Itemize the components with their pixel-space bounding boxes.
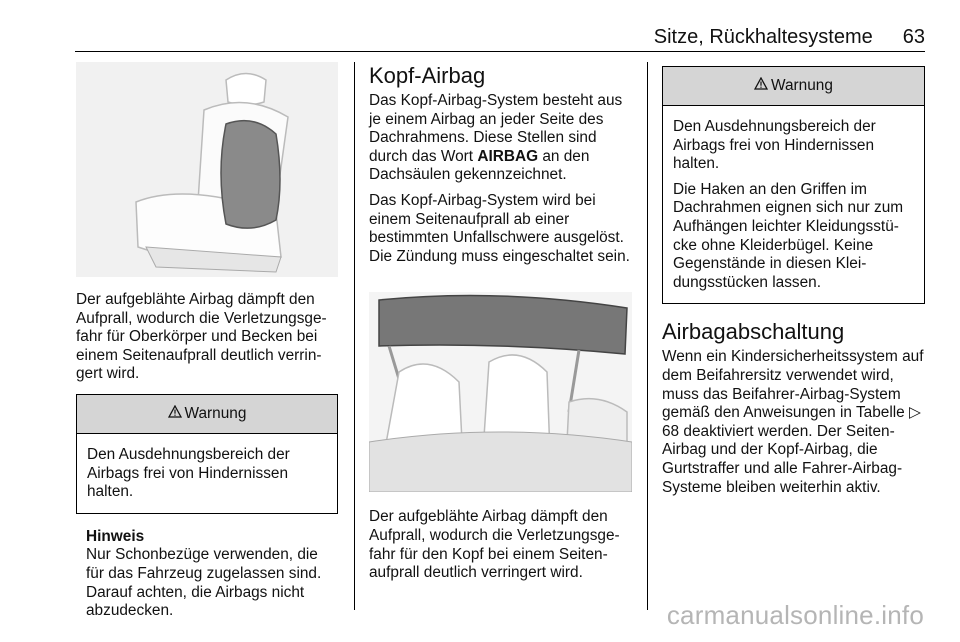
figure-caption-2: Der aufgeblähte Airbag dämpft den Aufprall, wodurch die Verletzungsgefahr für den Kopf bei einem Seitenaufprall deutlich verringert wird.	[369, 508, 620, 582]
head-airbag-svg	[369, 292, 632, 492]
warning-box-1	[76, 394, 338, 514]
page-number: 63	[902, 26, 925, 48]
paragraph-airbagabschaltung	[662, 348, 925, 497]
page-reference-link[interactable]: 68	[662, 422, 680, 440]
paragraph-kopf-airbag-1	[369, 92, 632, 185]
column-divider-2	[647, 62, 648, 610]
warning-body	[77, 434, 337, 513]
head-airbag-illustration	[369, 292, 632, 492]
column-1	[76, 62, 338, 621]
warning-box-2	[662, 66, 925, 304]
warning-body	[663, 106, 924, 303]
column-3	[662, 62, 925, 504]
para-text: deaktiviert werden. Der Seiten-Airbag und der Kopf-Airbag, die Gurtstraffer und alle Fahrer-Airbag-Systeme bleiben weiterhin aktiv.	[662, 422, 903, 496]
warning-heading: Warnung	[184, 404, 247, 422]
warning-heading: Warnung	[771, 76, 833, 94]
warning-triangle-icon	[754, 77, 768, 96]
warning-triangle-icon	[168, 405, 182, 424]
warning-text-1: Den Ausdehnungsbereich der Airbags frei von Hindernissen halten.	[673, 118, 876, 173]
seat-illustration-svg	[76, 62, 338, 277]
warning-header	[77, 395, 337, 434]
warning-text: Den Ausdehnungsbereich der Airbags frei von Hindernissen halten.	[87, 445, 290, 501]
section-heading-airbagabschaltung: Airbagabschaltung	[662, 319, 845, 345]
figure-caption-1: Der aufgeblähte Airbag dämpft den Aufprall, wodurch die Verletzungsgefahr für Oberkörper und Becken bei einem Seitenaufprall deutlich verringert wird.	[76, 291, 327, 383]
page-header	[75, 26, 925, 49]
header-rule	[75, 51, 925, 52]
note-block	[76, 528, 338, 621]
seat-airbag-illustration	[76, 62, 338, 277]
watermark: carmanualsonline.info	[666, 600, 924, 630]
note-heading: Hinweis	[86, 527, 145, 545]
page-ref-arrow-icon: ▷	[909, 404, 921, 422]
column-divider-1	[354, 62, 355, 610]
warning-header	[663, 67, 924, 106]
section-heading-kopf-airbag: Kopf-Airbag	[369, 63, 486, 88]
para-text: Wenn ein Kindersicherheitssystem auf dem Beifahrersitz verwendet wird, muss das Beifahrer-Airbag-System gemäß den Anweisungen in Tabelle	[662, 348, 924, 422]
note-text: Nur Schonbezüge verwenden, die für das Fahrzeug zugelassen sind. Darauf achten, die Airbags nicht abzudecken.	[86, 546, 322, 620]
warning-text-2: Die Haken an den Griffen im Dachrahmen eignen sich nur zum Aufhängen leichter Kleidungsstücke ohne Kleiderbügel. Keine Gegenstände in diesen Kleidungsstücken lassen.	[673, 180, 904, 291]
airbag-label: AIRBAG	[477, 147, 539, 165]
paragraph-kopf-airbag-2: Das Kopf-Airbag-System wird bei einem Seitenaufprall ab einer bestimmten Unfallschwere ausgelöst. Die Zündung muss eingeschaltet sein.	[369, 191, 630, 265]
para-text: an den Dachsäulen gekennzeichnet.	[369, 147, 590, 184]
para-text: Das Kopf-Airbag-System besteht aus je einem Airbag an jeder Seite des Dachrahmens. Diese Stellen sind durch das Wort	[369, 92, 623, 165]
header-title: Sitze, Rückhaltesysteme	[653, 26, 873, 48]
column-2	[369, 62, 632, 590]
